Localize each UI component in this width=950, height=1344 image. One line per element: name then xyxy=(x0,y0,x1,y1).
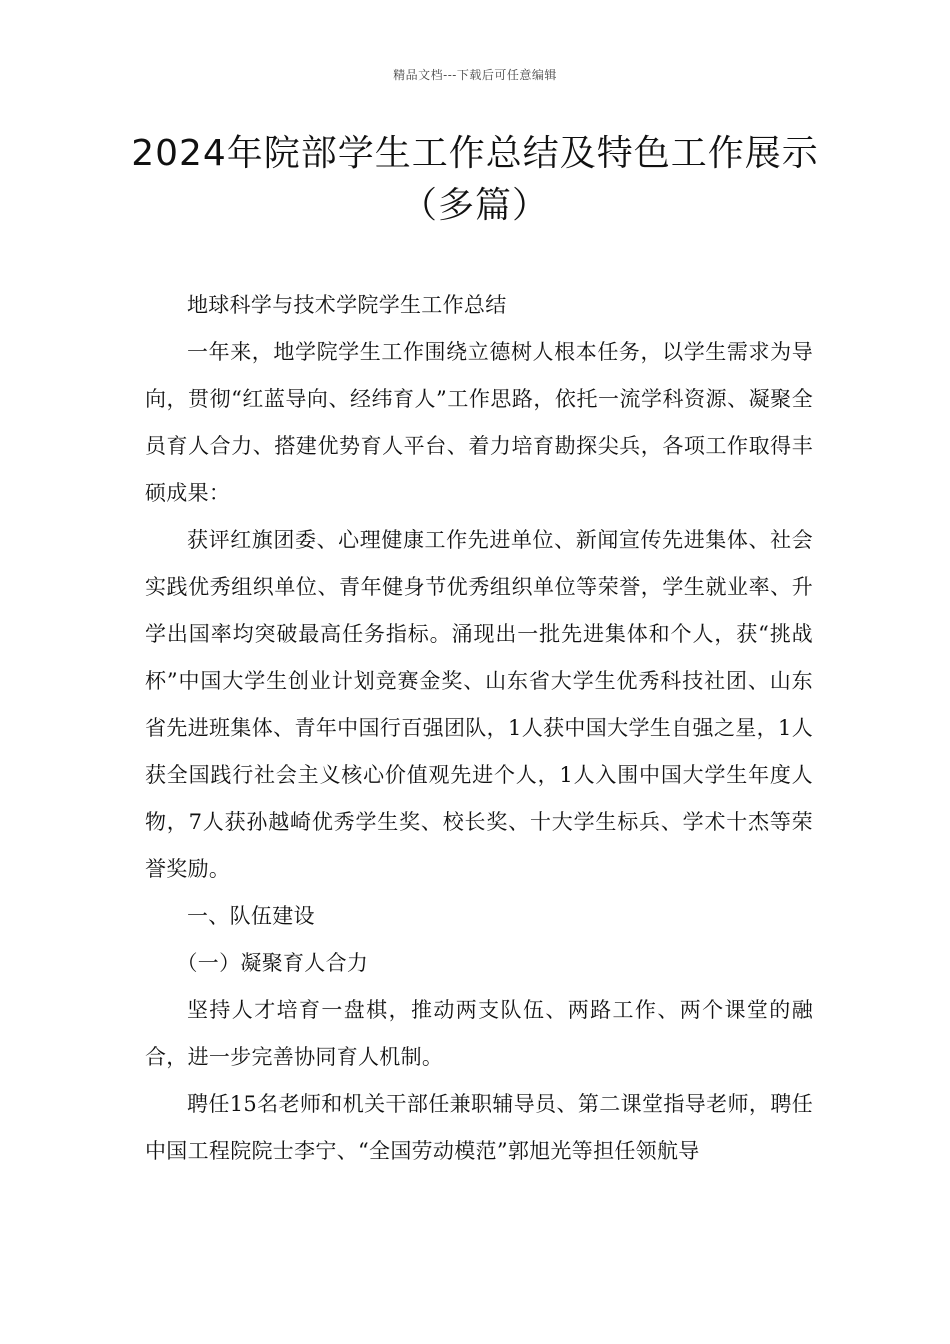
section-heading: 一、队伍建设 xyxy=(187,904,315,928)
body-paragraph: 获评红旗团委、心理健康工作先进单位、新闻宣传先进集体、社会实践优秀组织单位、青年健身节优秀组织单位等荣誉，学生就业率、升学出国率均突破最高任务指标。涌现出一批先进集体和个人，获“挑战杯”中国大学生创业计划竞赛金奖、山东省大学生优秀科技社团、山东省先进班集体、青年中国行百强团队，1人获中国大学生自强之星，1人获全国践行社会主义核心价值观先进个人，1人入围中国大学生年度人物，7人获孙越崎优秀学生奖、校长奖、十大学生标兵、学术十杰等荣誉奖励。 xyxy=(145,528,813,881)
body-paragraph: 聘任15名老师和机关干部任兼职辅导员、第二课堂指导老师，聘任中国工程院院士李宁、“全国劳动模范”郭旭光等担任领航导 xyxy=(145,1092,813,1163)
subsection-heading: （一）凝聚育人合力 xyxy=(176,951,369,975)
body-paragraph: 坚持人才培育一盘棋，推动两支队伍、两路工作、两个课堂的融合，进一步完善协同育人机制。 xyxy=(145,998,813,1069)
header-note: 精品文档---下载后可任意编辑 xyxy=(393,68,557,82)
section-subtitle: 地球科学与技术学院学生工作总结 xyxy=(187,293,507,317)
body-paragraph: 一年来，地学院学生工作围绕立德树人根本任务，以学生需求为导向，贯彻“红蓝导向、经纬育人”工作思路，依托一流学科资源、凝聚全员育人合力、搭建优势育人平台、着力培育勘探尖兵，各项工作取得丰硕成果： xyxy=(145,340,813,505)
document-title: 2024年院部学生工作总结及特色工作展示（多篇） xyxy=(131,133,819,226)
document-body xyxy=(145,282,813,1175)
